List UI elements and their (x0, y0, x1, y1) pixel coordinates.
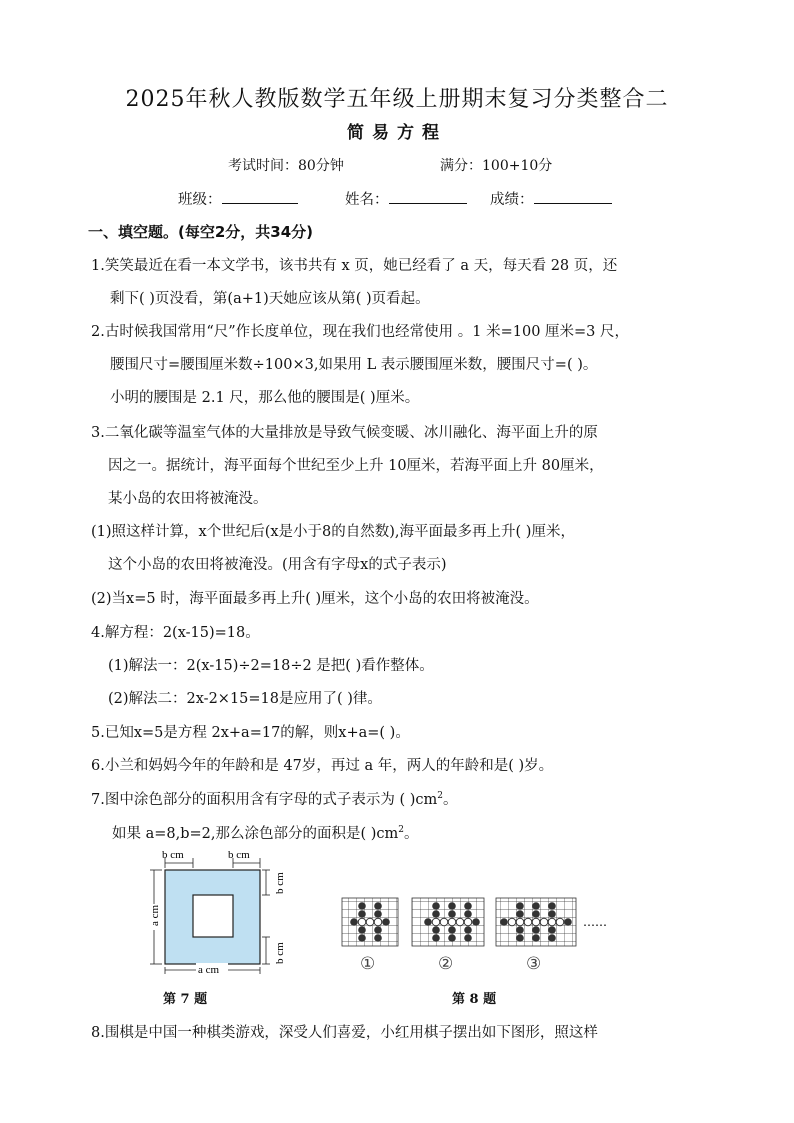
name-blank[interactable] (389, 189, 467, 204)
period: 。 (442, 792, 458, 808)
question-3-line-1: 3.二氧化碳等温室气体的大量排放是导致气候变暖、冰川融化、海平面上升的原 (91, 425, 598, 441)
question-4-part-2: (2)解法二：2x-2×15=18是应用了( )律。 (108, 691, 382, 707)
board-3 (496, 898, 576, 946)
question-2-line-1: 2.古时候我国常用“尺”作长度单位，现在我们也经常使用 。1 米=100 厘米=3 尺， (91, 324, 630, 340)
question-3-line-2: 因之一。据统计，海平面每个世纪至少上升 10厘米，若海平面上升 80厘米， (108, 458, 604, 474)
question-7-text-2: 如果 a=8,b=2,那么涂色部分的面积是( )cm (112, 826, 399, 842)
figure-8-label-1: ① (360, 954, 376, 974)
score-blank[interactable] (534, 189, 612, 204)
page-title: 2025年秋人教版数学五年级上册期末复习分类整合二 (125, 87, 669, 112)
top-right-dim-label: b cm (228, 849, 250, 861)
question-1-line-1: 1.笑笑最近在看一本文学书，该书共有 x 页，她已经看了 a 天，每天看 28 页，还 (91, 258, 618, 274)
class-blank[interactable] (222, 189, 298, 204)
figure-8-ellipsis: …… (583, 915, 607, 929)
question-2-line-2: 腰围尺寸=腰围厘米数÷100×3,如果用 L 表示腰围厘米数，腰围尺寸=( )。 (110, 357, 598, 373)
section-title: 一、填空题。(每空2分，共34分) (88, 223, 314, 241)
top-left-dim-label: b cm (162, 849, 184, 861)
name-label: 姓名： (345, 192, 389, 208)
figure-8-label-3: ③ (526, 954, 542, 974)
figure-7-caption: 第 7 题 (163, 992, 208, 1007)
right-bottom-dim-label: b cm (274, 942, 286, 964)
left-dim-label: a cm (149, 904, 161, 926)
question-3-line-3: 某小岛的农田将被淹没。 (108, 491, 268, 507)
squared-superscript: 2 (398, 825, 405, 836)
period: 。 (404, 826, 419, 842)
question-1-line-2: 剩下( )页没看，第(a+1)天她应该从第( )页看起。 (110, 291, 430, 307)
exam-time: 考试时间：80分钟 (228, 158, 344, 174)
question-3-part-1-line-2: 这个小岛的农田将被淹没。(用含有字母x的式子表示) (108, 557, 447, 573)
question-7-text: 7.图中涂色部分的面积用含有字母的式子表示为 ( )cm (91, 792, 438, 808)
figure-8-label-2: ② (438, 954, 454, 974)
page-subtitle: 简易方程 (347, 123, 447, 143)
question-7-line-2 (112, 822, 419, 843)
full-score: 满分：100+10分 (440, 158, 553, 174)
board-1 (342, 898, 398, 946)
question-6: 6.小兰和妈妈今年的年龄和是 47岁，再过 a 年，两人的年龄和是( )岁。 (91, 758, 554, 774)
question-4-part-1: (1)解法一：2(x-15)÷2=18÷2 是把( )看作整体。 (108, 658, 434, 674)
score-field[interactable] (490, 188, 612, 209)
bottom-dim-label: a cm (198, 964, 220, 976)
figure-8-caption: 第 8 题 (452, 992, 497, 1007)
class-label: 班级： (178, 192, 222, 208)
squared-superscript: 2 (437, 791, 443, 802)
question-3-part-1-line-1: (1)照这样计算，x个世纪后(x是小于8的自然数),海平面最多再上升( )厘米， (91, 524, 575, 540)
figure-8-diagram (340, 893, 630, 975)
question-5: 5.已知x=5是方程 2x+a=17的解，则x+a=( )。 (91, 725, 410, 741)
score-label: 成绩： (490, 192, 534, 208)
figure-7-diagram (140, 846, 290, 976)
name-field[interactable] (345, 188, 467, 209)
inner-square (193, 895, 233, 937)
question-2-line-3: 小明的腰围是 2.1 尺，那么他的腰围是( )厘米。 (110, 390, 420, 406)
right-top-dim-label: b cm (274, 872, 286, 894)
question-3-part-2: (2)当x=5 时，海平面最多再上升( )厘米，这个小岛的农田将被淹没。 (91, 591, 539, 607)
question-4: 4.解方程：2(x-15)=18。 (91, 625, 260, 641)
board-2 (412, 898, 484, 946)
question-8-line-1: 8.围棋是中国一种棋类游戏，深受人们喜爱，小红用棋子摆出如下图形，照这样 (91, 1025, 598, 1041)
class-field[interactable] (178, 188, 298, 209)
question-7-line-1 (91, 788, 457, 809)
